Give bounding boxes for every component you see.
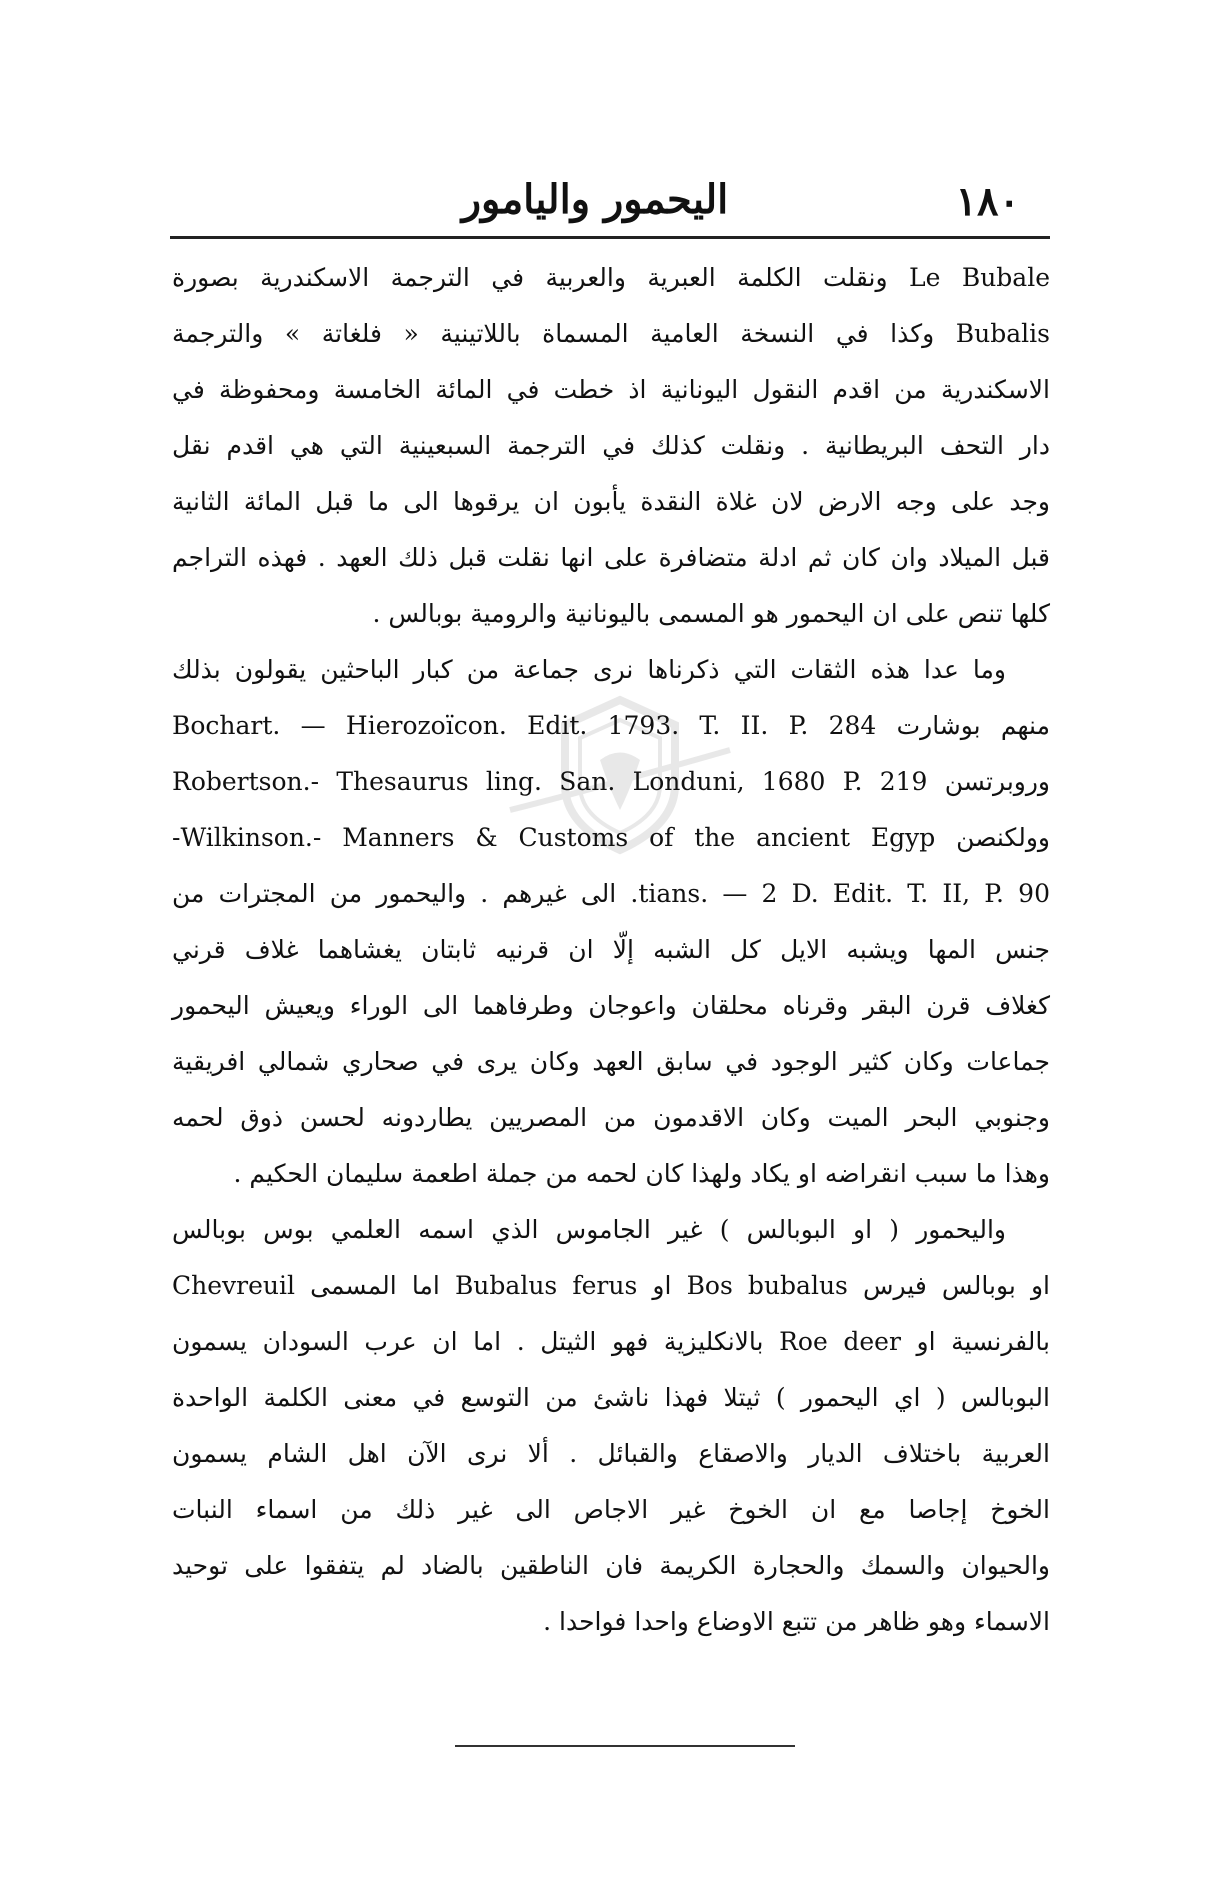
text-line: الاسكندرية من اقدم النقول اليونانية اذ خطت في المائة الخامسة ومحفوظة في: [172, 375, 1050, 404]
text-line: وولكنصن Wilkinson.- Manners & Customs of the ancient Egyp-: [172, 823, 1051, 852]
text-line: العربية باختلاف الديار والاصقاع والقبائل . ألا نرى الآن اهل الشام يسمون: [172, 1439, 1050, 1468]
text-line: وروبرتسن Robertson.- Thesaurus ling. San. Londuni, 1680 P. 219: [172, 767, 1050, 796]
text-line: واليحمور ( او البوبالس ) غير الجاموس الذي اسمه العلمي بوس بوبالس: [172, 1215, 1006, 1244]
page-header: [170, 170, 1020, 230]
text-line: دار التحف البريطانية . ونقلت كذلك في الترجمة السبعينية التي هي اقدم نقل: [172, 431, 1050, 460]
text-line: جماعات وكان كثير الوجود في سابق العهد وكان يرى في صحاري شمالي افريقية: [172, 1047, 1050, 1076]
text-line: الخوخ إجاصا مع ان الخوخ غير الاجاص الى غير ذلك من اسماء النبات: [172, 1495, 1050, 1524]
text-line: جنس المها ويشبه الايل كل الشبه إلّا ان قرنيه ثابتان يغشاهما غلاف قرني: [172, 935, 1050, 964]
body-text: [172, 250, 1050, 1650]
text-line: tians. — 2 D. Edit. T. II, P. 90. الى غيرهم . واليحمور من المجترات من: [172, 879, 1050, 908]
text-line: بالفرنسية او Roe deer بالانكليزية فهو الثيتل . اما ان عرب السودان يسمون: [172, 1327, 1050, 1356]
text-line: او بوبالس فيرس Bos bubalus او Bubalus ferus اما المسمى Chevreuil: [172, 1271, 1050, 1300]
text-line: قبل الميلاد وان كان ثم ادلة متضافرة على انها نقلت قبل ذلك العهد . فهذه التراجم: [172, 543, 1050, 572]
text-line: البوبالس ( اي اليحمور ) ثيتلا فهذا ناشئ من التوسع في معنى الكلمة الواحدة: [172, 1383, 1050, 1412]
text-line: منهم بوشارت Bochart. — Hierozoïcon. Edit. 1793. T. II. P. 284: [172, 711, 1050, 740]
text-line: Le Bubale ونقلت الكلمة العبرية والعربية في الترجمة الاسكندرية بصورة: [172, 263, 1051, 292]
page-number: ١٨٠: [955, 178, 1020, 225]
text-line: والحيوان والسمك والحجارة الكريمة فان الناطقين بالضاد لم يتفقوا على توحيد: [172, 1551, 1050, 1580]
header-rule: [170, 236, 1050, 239]
text-line: Bubalis وكذا في النسخة العامية المسماة باللاتينية « فلغاتة » والترجمة: [172, 319, 1050, 348]
text-line: وجنوبي البحر الميت وكان الاقدمون من المصريين يطاردونه لحسن ذوق لحمه: [172, 1103, 1050, 1132]
text-line: كلها تنص على ان اليحمور هو المسمى باليونانية والرومية بوبالس .: [372, 599, 1050, 628]
text-line: كغلاف قرن البقر وقرناه محلقان واعوجان وطرفاهما الى الوراء ويعيش اليحمور: [172, 991, 1050, 1020]
text-line: وهذا ما سبب انقراضه او يكاد ولهذا كان لحمه من جملة اطعمة سليمان الحكيم .: [233, 1159, 1050, 1188]
text-line: وجد على وجه الارض لان غلاة النقدة يأبون ان يرقوها الى ما قبل المائة الثانية: [172, 487, 1050, 516]
text-line: الاسماء وهو ظاهر من تتبع الاوضاع واحدا فواحدا .: [543, 1607, 1050, 1636]
bottom-rule: [455, 1745, 795, 1747]
text-line: وما عدا هذه الثقات التي ذكرناها نرى جماعة من كبار الباحثين يقولون بذلك: [172, 655, 1006, 684]
running-title: اليحمور واليامور: [461, 176, 729, 223]
